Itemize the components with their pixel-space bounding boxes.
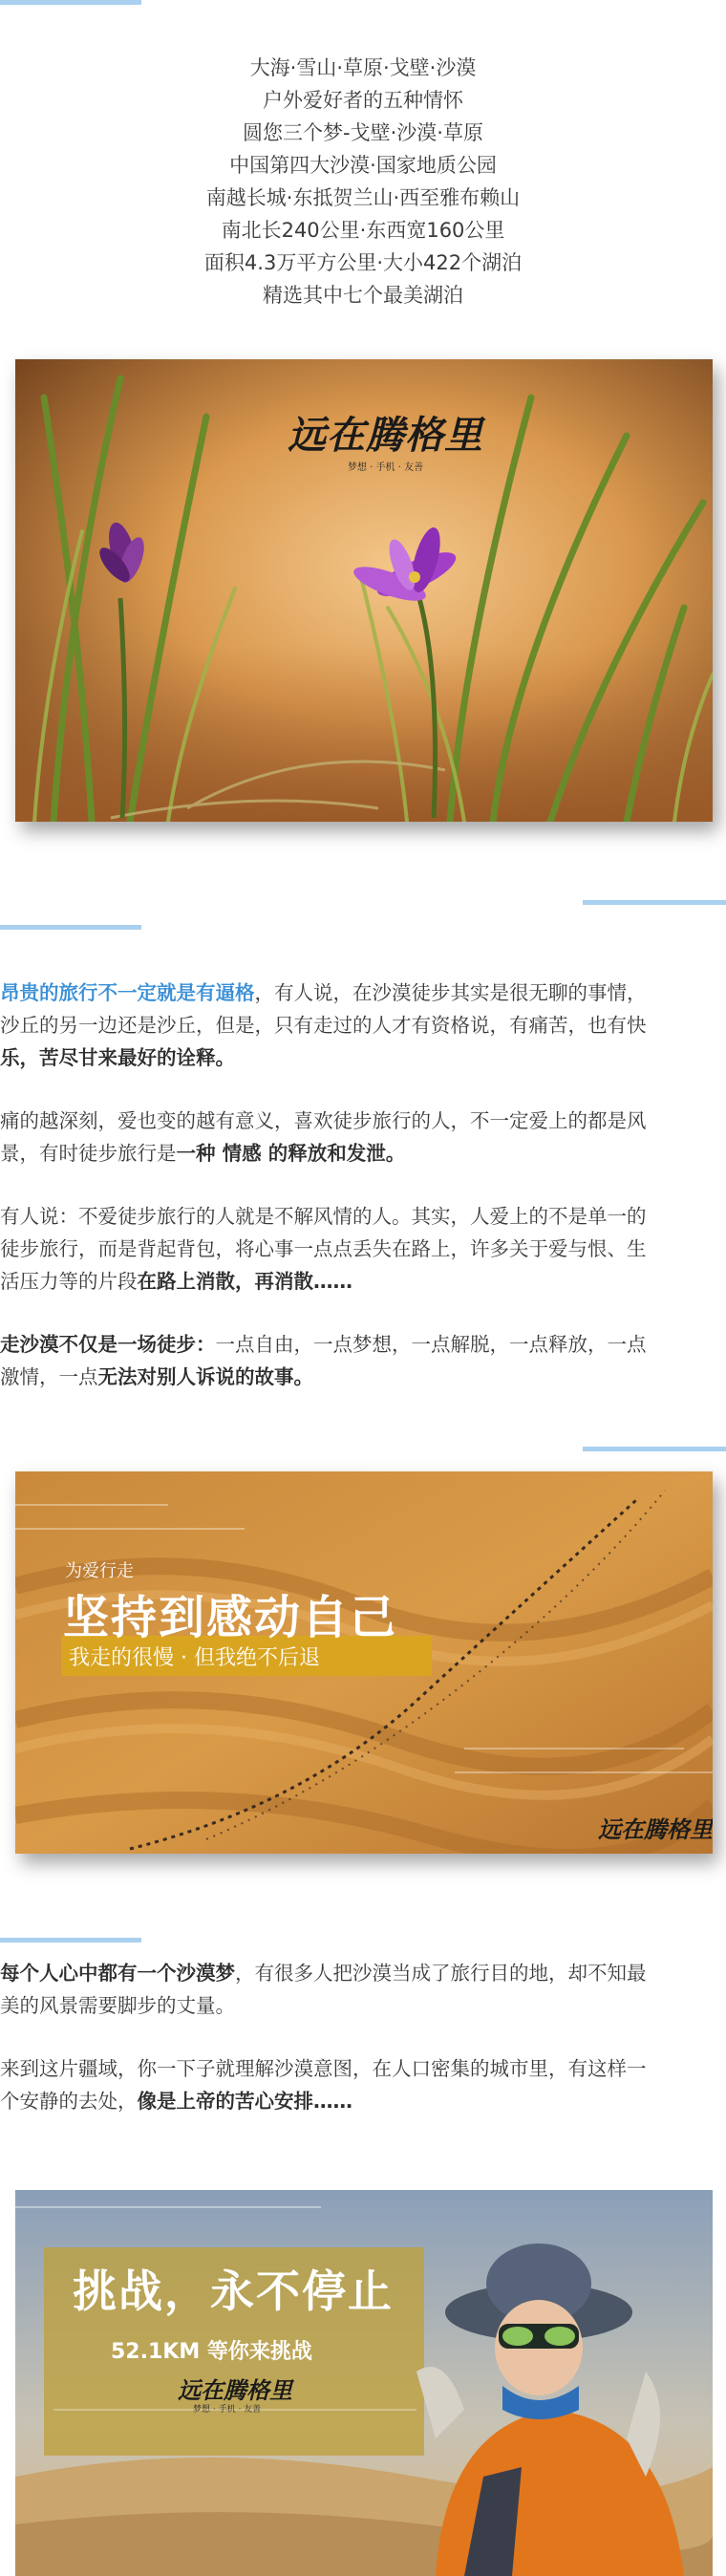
paragraph-line: 乐，苦尽甘来最好的诠释。 (0, 1046, 235, 1069)
section2-paragraph-1 (0, 977, 726, 1074)
paragraph-line: 沙丘的另一边还是沙丘，但是，只有走过的人才有资格说，有痛苦，也有快 (0, 1014, 647, 1037)
challenge-poster-photo (15, 2190, 713, 2576)
paragraph-line: 每个人心中都有一个沙漠梦，有很多人把沙漠当成了旅行目的地，却不知最 (0, 1962, 647, 1985)
intro-text-block (0, 52, 726, 311)
photo1-logo-sub: 梦想 · 手机 · 友善 (348, 462, 424, 473)
intro-line: 户外爱好者的五种情怀 (263, 89, 463, 112)
paragraph-line: 活压力等的片段在路上消散，再消散…… (0, 1270, 352, 1293)
photo2-big-title: 坚持到感动自己 (63, 1591, 398, 1644)
intro-line: 面积4.3万平方公里·大小422个湖泊 (203, 251, 523, 274)
intro-line: 大海·雪山·草原·戈壁·沙漠 (249, 56, 477, 79)
intro-line: 中国第四大沙漠·国家地质公园 (229, 154, 497, 177)
paragraph-line: 美的风景需要脚步的丈量。 (0, 1994, 235, 2017)
section2-paragraph-3 (0, 1200, 726, 1298)
section3-paragraph-2 (0, 2052, 726, 2117)
photo2-divider (583, 1447, 726, 1451)
paragraph-line: 痛的越深刻，爱也变的越有意义，喜欢徒步旅行的人，不一定爱上的都是风 (0, 1109, 647, 1132)
photo2-banner: 我走的很慢 · 但我绝不后退 (69, 1646, 320, 1670)
section3-paragraph-1 (0, 1957, 726, 2022)
desert-flower-photo (15, 359, 713, 822)
photo3-subtitle: 52.1KM 等你来挑战 (111, 2340, 312, 2364)
paragraph-line: 徒步旅行，而是背起背包，将心事一点点丢失在路上，许多关于爱与恨、生 (0, 1237, 647, 1260)
photo2-small-title: 为爱行走 (65, 1561, 134, 1581)
section2-paragraph-4 (0, 1328, 726, 1393)
photo3-logo-sub: 梦想 · 手机 · 友善 (193, 2405, 262, 2415)
paragraph-line: 个安静的去处，像是上帝的苦心安排…… (0, 2090, 352, 2113)
intro-line: 精选其中七个最美湖泊 (263, 284, 463, 307)
section2-paragraph-2 (0, 1105, 726, 1170)
photo3-logo: 远在腾格里 (178, 2376, 292, 2404)
intro-line: 圆您三个梦-戈壁·沙漠·草原 (243, 121, 483, 144)
section3-divider (0, 1938, 141, 1943)
paragraph-line: 昂贵的旅行不一定就是有逼格，有人说，在沙漠徒步其实是很无聊的事情， (0, 981, 647, 1004)
top-divider (0, 0, 141, 5)
paragraph-line: 走沙漠不仅是一场徒步：一点自由，一点梦想，一点解脱，一点释放，一点 (0, 1333, 647, 1356)
photo2-logo: 远在腾格里 (598, 1815, 713, 1843)
paragraph-line: 景，有时徒步旅行是一种 情感 的释放和发泄。 (0, 1142, 406, 1165)
photo3-title: 挑战，永不停止 (73, 2265, 394, 2317)
desert-caravan-photo (15, 1471, 713, 1854)
intro-line: 南北长240公里·东西宽160公里 (221, 219, 505, 242)
paragraph-line: 激情，一点无法对别人诉说的故事。 (0, 1365, 313, 1388)
paragraph-line: 来到这片疆域，你一下子就理解沙漠意图，在人口密集的城市里，有这样一 (0, 2057, 647, 2080)
intro-line: 南越长城·东抵贺兰山·西至雅布赖山 (205, 186, 521, 209)
section2-divider-right (583, 900, 726, 905)
photo1-logo: 远在腾格里 (288, 413, 483, 458)
section2-divider-left (0, 925, 141, 930)
paragraph-line: 有人说：不爱徒步旅行的人就是不解风情的人。其实，人爱上的不是单一的 (0, 1205, 647, 1228)
highlight-text: 昂贵的旅行不一定就是有逼格 (0, 981, 255, 1004)
